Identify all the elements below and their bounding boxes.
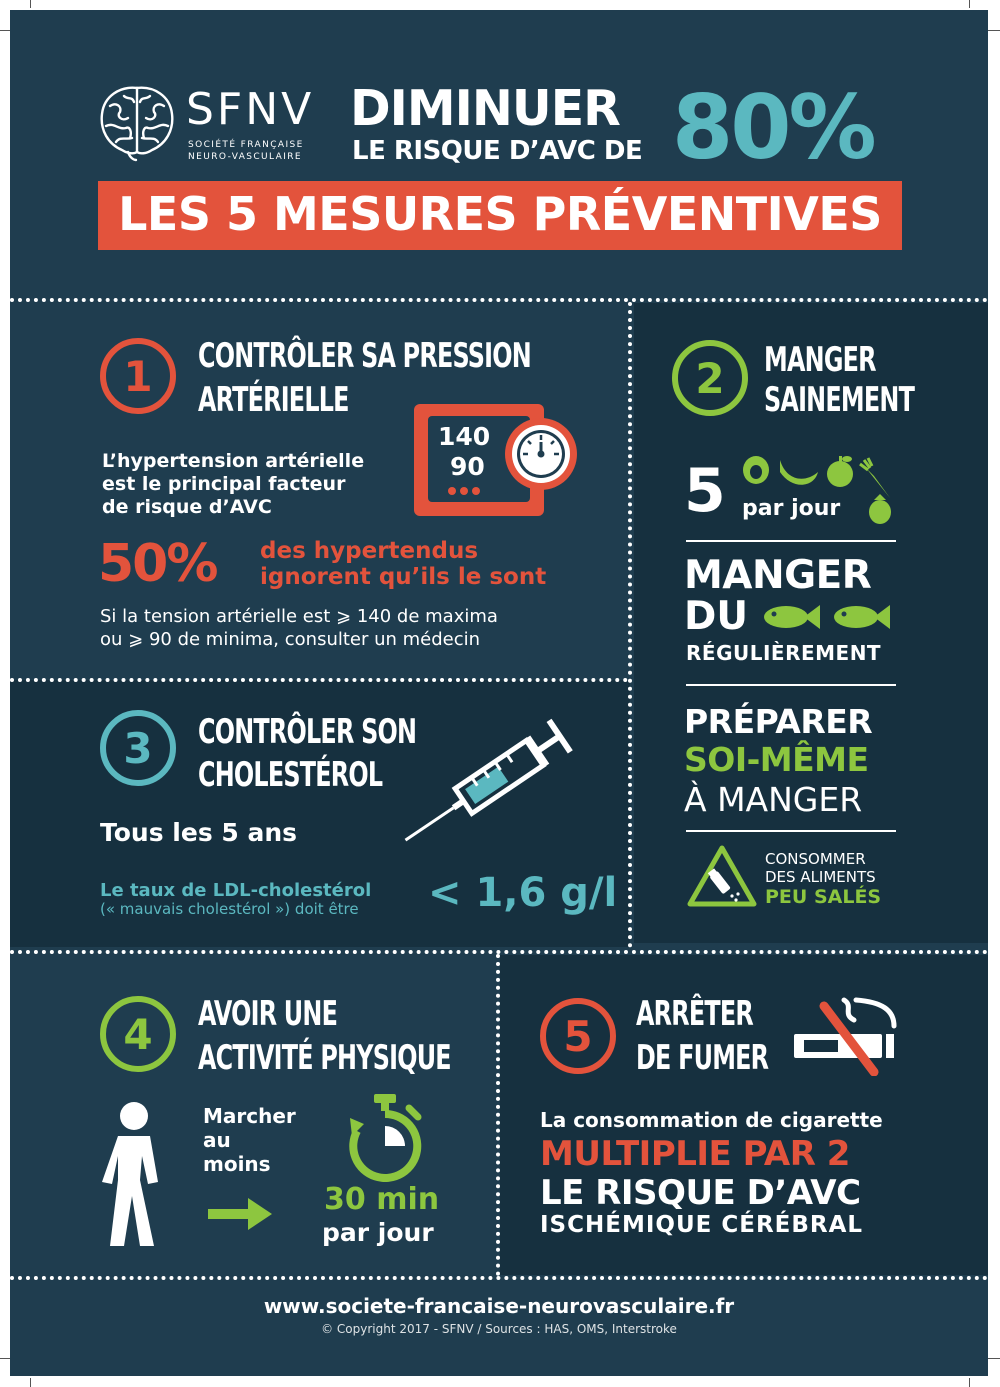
ldl-text: Le taux de LDL-cholestérol <box>100 880 372 901</box>
section1-stat-text: des hypertendus <box>260 538 479 564</box>
banana-icon <box>780 460 818 485</box>
salt-text: DES ALIMENTS <box>765 868 876 886</box>
divider <box>496 954 500 1276</box>
step-number-4: 4 <box>100 996 176 1072</box>
five-a-day-number: 5 <box>684 456 726 526</box>
walking-person-icon <box>96 1100 172 1250</box>
banner-title: LES 5 MESURES PRÉVENTIVES <box>118 187 882 241</box>
section5-text: La consommation de cigarette <box>540 1108 883 1132</box>
section1-advice: Si la tension artérielle est ⩾ 140 de maxima <box>100 606 498 627</box>
blood-pressure-monitor-icon <box>410 402 588 520</box>
eggplant-icon <box>869 494 891 524</box>
brain-icon <box>96 82 178 162</box>
divider <box>686 684 896 686</box>
carrot-icon <box>860 458 890 498</box>
salt-text: PEU SALÉS <box>765 886 882 908</box>
walk-text: au <box>203 1128 231 1152</box>
walk-duration: 30 min <box>324 1182 440 1217</box>
section3-title: CHOLESTÉROL <box>198 755 383 795</box>
section5-title: ARRÊTER <box>636 994 754 1034</box>
section1-title: CONTRÔLER SA PRESSION <box>198 336 531 376</box>
section1-stat: 50% <box>98 534 217 594</box>
step-number-2: 2 <box>672 340 748 416</box>
divider <box>10 678 628 682</box>
crop-mark <box>30 1378 31 1387</box>
divider <box>10 298 988 302</box>
logo-subtitle: SOCIÉTÉ FRANÇAISE <box>188 140 304 150</box>
prepare-heading: SOI-MÊME <box>684 740 869 779</box>
section5-text: ISCHÉMIQUE CÉRÉBRAL <box>540 1212 864 1238</box>
section1-text: L’hypertension artérielle <box>102 450 365 472</box>
salt-text: CONSOMMER <box>765 850 866 868</box>
crop-mark <box>969 0 970 8</box>
step-number-1: 1 <box>100 338 176 414</box>
gauge-icon <box>505 418 577 490</box>
crop-mark <box>969 1378 970 1387</box>
page-subtitle: LE RISQUE D’AVC DE <box>352 136 643 166</box>
ldl-text: (« mauvais cholestérol ») doit être <box>100 900 359 918</box>
section4-title: AVOIR UNE <box>198 994 338 1034</box>
ldl-value: < 1,6 g/l <box>428 870 618 916</box>
divider <box>686 540 896 542</box>
infographic-poster <box>10 10 988 1376</box>
section5-title: DE FUMER <box>636 1038 769 1078</box>
footer-url[interactable]: www.societe-francaise-neurovasculaire.fr <box>263 1294 735 1318</box>
fish-heading: DU <box>684 594 749 639</box>
walk-text: Marcher <box>203 1104 296 1128</box>
logo-name: SFNV <box>186 84 315 135</box>
walk-frequency: par jour <box>322 1218 434 1247</box>
section2-title: SAINEMENT <box>764 380 915 420</box>
prepare-heading: PRÉPARER <box>684 702 873 741</box>
no-smoking-icon <box>790 996 904 1076</box>
footer-copyright: © Copyright 2017 - SFNV / Sources : HAS, OMS, Interstroke <box>321 1322 677 1336</box>
monitor-diastolic: 90 <box>450 452 485 481</box>
five-a-day-label: par jour <box>742 496 841 521</box>
page-title: DIMINUER <box>350 80 620 137</box>
sfnv-logo <box>96 82 326 172</box>
prepare-heading: À MANGER <box>684 780 863 819</box>
section1-advice: ou ⩾ 90 de minima, consulter un médecin <box>100 629 481 650</box>
monitor-systolic: 140 <box>438 422 491 451</box>
cholesterol-frequency: Tous les 5 ans <box>100 818 298 847</box>
crop-mark <box>30 0 31 8</box>
section2-title: MANGER <box>764 340 876 380</box>
walk-text: moins <box>203 1152 271 1176</box>
logo-subtitle: NEURO-VASCULAIRE <box>188 152 303 162</box>
fish-icon <box>758 600 898 634</box>
section5-text: MULTIPLIE PAR 2 <box>540 1134 850 1174</box>
fish-heading: RÉGULIÈREMENT <box>686 641 882 665</box>
section1-text: est le principal facteur <box>102 473 346 495</box>
section1-text: de risque d’AVC <box>102 496 272 518</box>
divider <box>628 302 632 948</box>
divider <box>10 1276 988 1280</box>
step-number-5: 5 <box>540 998 616 1074</box>
section1-stat-text: ignorent qu’ils le sont <box>260 564 547 590</box>
syringe-icon <box>402 710 598 850</box>
section1-title: ARTÉRIELLE <box>198 380 349 420</box>
arrow-right-icon <box>204 1194 276 1234</box>
stopwatch-icon <box>344 1092 430 1184</box>
fruits-vegetables-icons <box>740 454 900 526</box>
section3-title: CONTRÔLER SON <box>198 712 417 752</box>
avocado-icon <box>743 456 769 484</box>
divider <box>686 830 896 832</box>
section5-text: LE RISQUE D’AVC <box>540 1173 861 1213</box>
apple-icon <box>827 456 853 487</box>
salt-warning-icon <box>686 844 758 908</box>
headline-percent: 80% <box>672 76 874 179</box>
step-number-3: 3 <box>100 710 176 786</box>
section4-title: ACTIVITÉ PHYSIQUE <box>198 1038 451 1078</box>
fish-heading: MANGER <box>684 553 872 598</box>
